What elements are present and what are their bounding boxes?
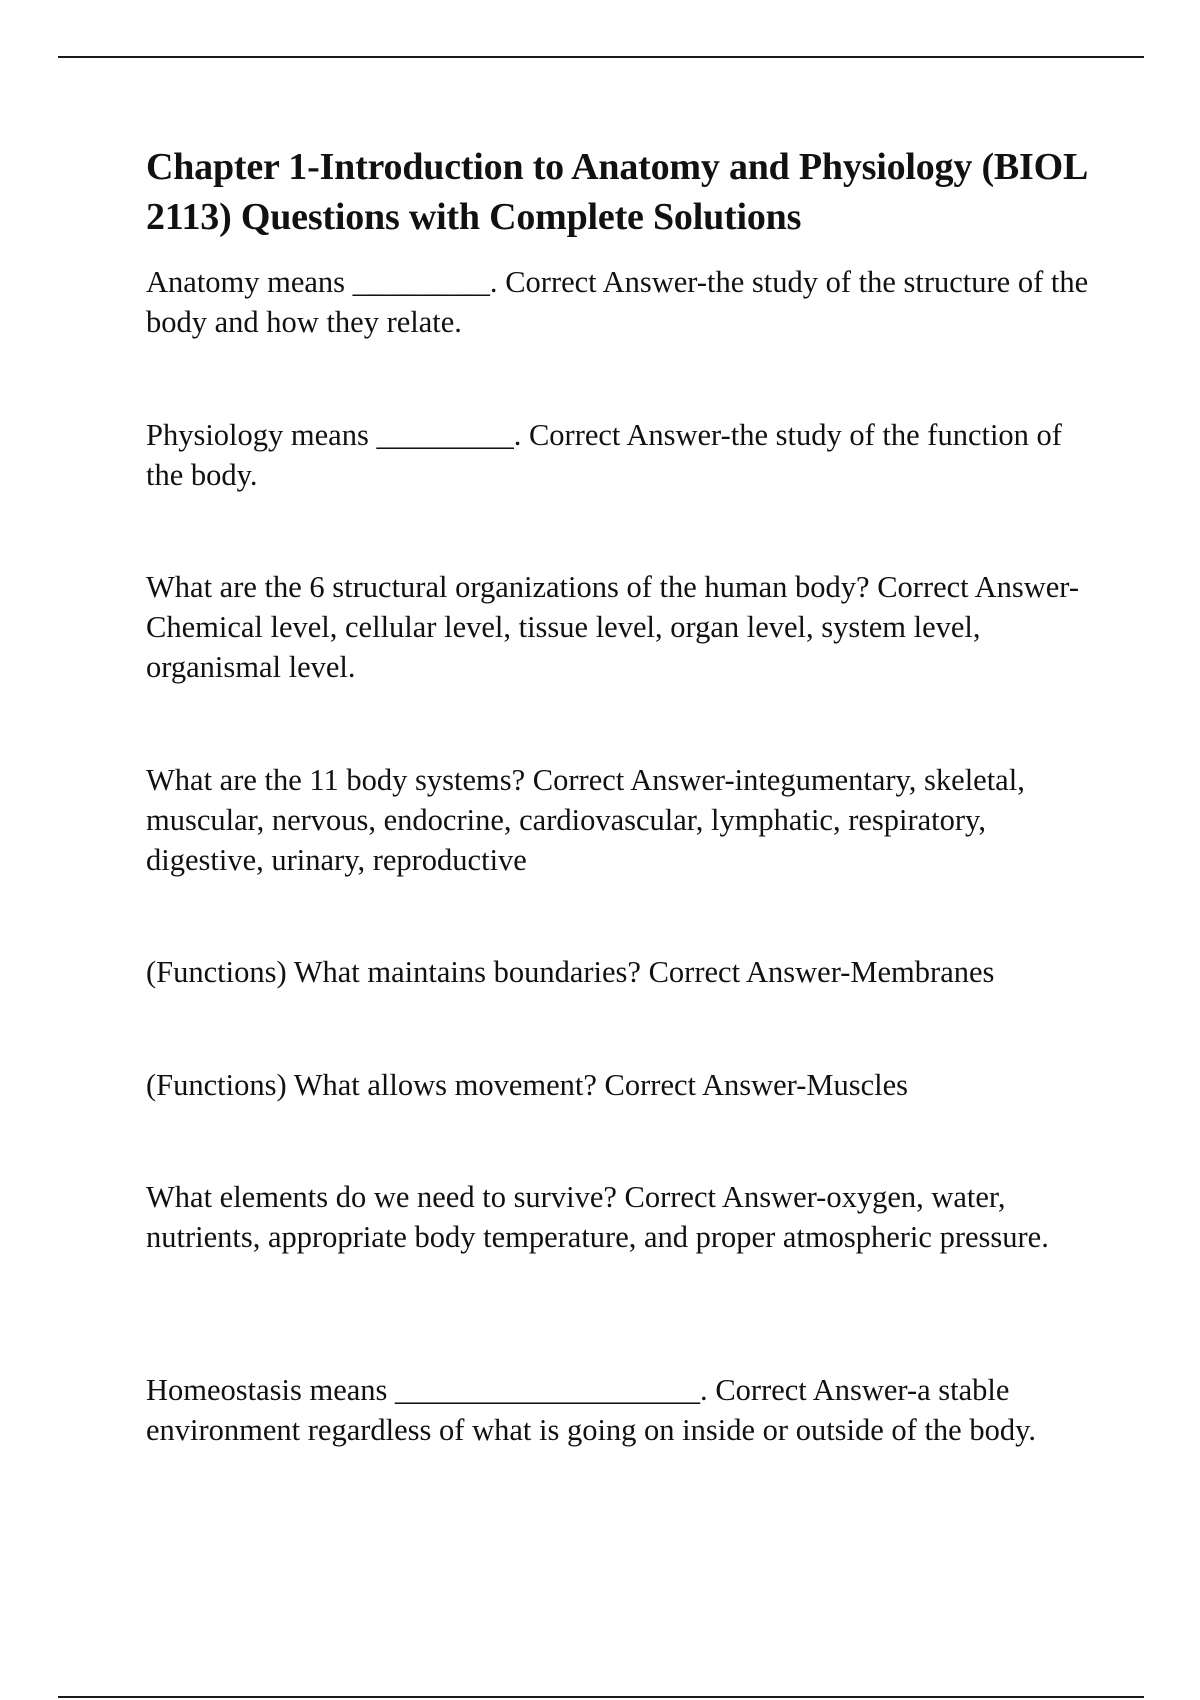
answer-text: Correct Answer-Muscles xyxy=(604,1068,909,1102)
qa-item-physiology xyxy=(146,415,1106,495)
answer-text: Correct Answer-oxygen, water, nutrients, appropriate body temperature, and proper atmospheric pressure. xyxy=(146,1180,1049,1254)
question-text: Physiology means _________. xyxy=(146,418,522,452)
answer-text: Correct Answer-Membranes xyxy=(648,955,995,989)
qa-item-homeostasis xyxy=(146,1370,1106,1450)
question-text: What are the 6 structural organizations of the human body? xyxy=(146,570,870,604)
header-rule xyxy=(58,56,1144,58)
qa-item-body-systems xyxy=(146,760,1106,880)
answer-text: Correct Answer-Chemical level, cellular level, tissue level, organ level, system level, organismal level. xyxy=(146,570,1080,684)
question-text: What elements do we need to survive? xyxy=(146,1180,617,1214)
answer-text: Correct Answer-the study of the structure of the body and how they relate. xyxy=(146,265,1089,339)
qa-item-anatomy xyxy=(146,262,1106,342)
qa-item-movement xyxy=(146,1065,1106,1105)
question-text: (Functions) What allows movement? xyxy=(146,1068,597,1102)
qa-item-boundaries xyxy=(146,952,1106,992)
answer-text: Correct Answer-integumentary, skeletal, muscular, nervous, endocrine, cardiovascular, lymphatic, respiratory, digestive, urinary, reproductive xyxy=(146,763,1025,877)
document-title: Chapter 1-Introduction to Anatomy and Physiology (BIOL 2113) Questions with Complete Solutions xyxy=(146,146,1087,238)
answer-text: Correct Answer-a stable environment regardless of what is going on inside or outside of the body. xyxy=(146,1373,1036,1447)
answer-text: Correct Answer-the study of the function of the body. xyxy=(146,418,1062,492)
qa-item-structural-organizations xyxy=(146,567,1106,687)
qa-item-survival-elements xyxy=(146,1177,1106,1257)
footer-rule xyxy=(58,1696,1144,1698)
question-text: What are the 11 body systems? xyxy=(146,763,526,797)
question-text: (Functions) What maintains boundaries? xyxy=(146,955,641,989)
question-text: Anatomy means _________. xyxy=(146,265,498,299)
question-text: Homeostasis means ____________________. xyxy=(146,1373,708,1407)
